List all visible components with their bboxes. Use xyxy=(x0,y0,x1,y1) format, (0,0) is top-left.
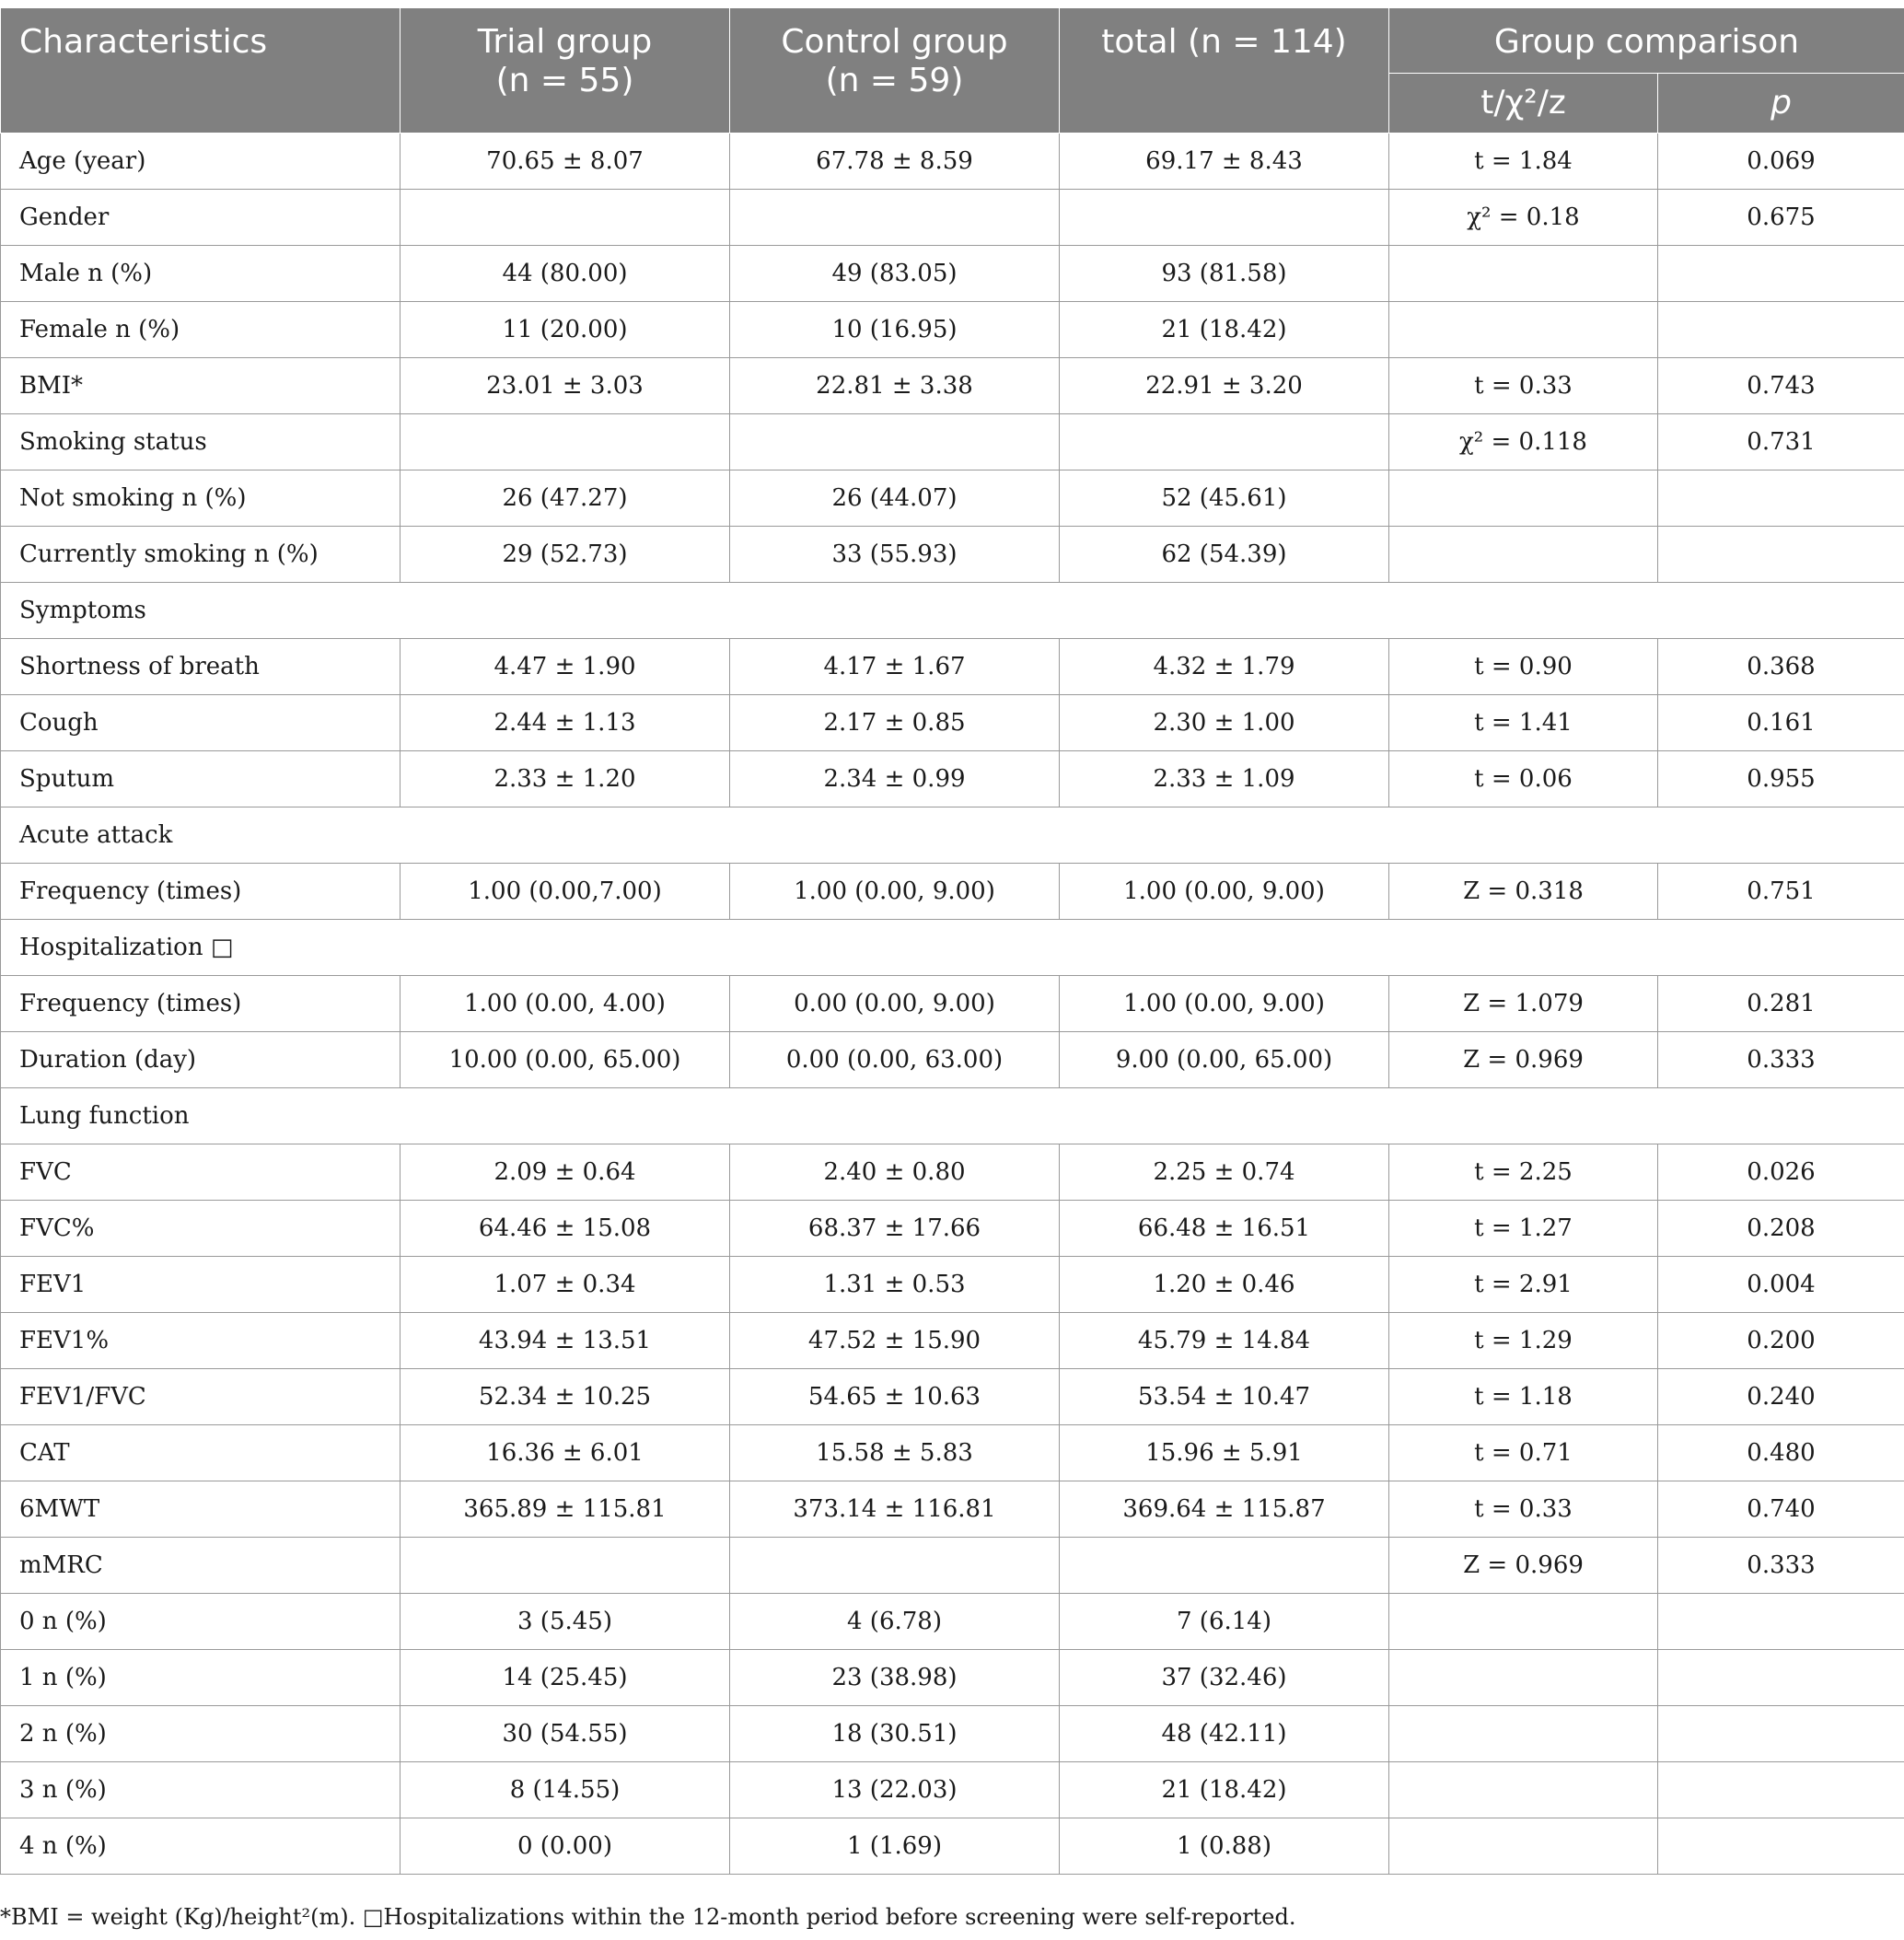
row-label: Male n (%) xyxy=(1,246,401,302)
row-label: Female n (%) xyxy=(1,302,401,358)
total-cell: 1 (0.88) xyxy=(1060,1818,1389,1875)
control-cell xyxy=(730,414,1060,470)
stat-cell: t = 0.71 xyxy=(1389,1425,1658,1481)
trial-cell: 64.46 ± 15.08 xyxy=(401,1201,730,1257)
row-label: FEV1% xyxy=(1,1313,401,1369)
table-row xyxy=(1,695,1904,751)
table-row xyxy=(1,302,1904,358)
trial-cell: 3 (5.45) xyxy=(401,1594,730,1650)
stat-cell xyxy=(1389,527,1658,583)
p-cell: 0.281 xyxy=(1658,976,1904,1032)
stat-cell: t = 0.33 xyxy=(1389,358,1658,414)
total-cell: 52 (45.61) xyxy=(1060,470,1389,527)
header-characteristics: Characteristics xyxy=(1,8,401,134)
row-label: Cough xyxy=(1,695,401,751)
header-trial-group xyxy=(401,8,730,134)
p-cell: 0.368 xyxy=(1658,639,1904,695)
row-label: Frequency (times) xyxy=(1,864,401,920)
total-cell: 9.00 (0.00, 65.00) xyxy=(1060,1032,1389,1088)
table-row xyxy=(1,246,1904,302)
table-row xyxy=(1,639,1904,695)
stat-cell: t = 0.06 xyxy=(1389,751,1658,807)
control-cell: 0.00 (0.00, 9.00) xyxy=(730,976,1060,1032)
trial-cell: 70.65 ± 8.07 xyxy=(401,134,730,190)
control-cell: 33 (55.93) xyxy=(730,527,1060,583)
stat-cell: t = 2.25 xyxy=(1389,1144,1658,1201)
p-cell: 0.200 xyxy=(1658,1313,1904,1369)
table-row xyxy=(1,358,1904,414)
header-control-group xyxy=(730,8,1060,134)
total-cell: 48 (42.11) xyxy=(1060,1706,1389,1762)
p-cell: 0.333 xyxy=(1658,1538,1904,1594)
control-cell: 49 (83.05) xyxy=(730,246,1060,302)
table-row xyxy=(1,1706,1904,1762)
section-label: Acute attack xyxy=(1,807,1904,864)
p-cell xyxy=(1658,1706,1904,1762)
total-cell: 21 (18.42) xyxy=(1060,1762,1389,1818)
table-row xyxy=(1,1650,1904,1706)
trial-cell: 16.36 ± 6.01 xyxy=(401,1425,730,1481)
stat-cell: χ² = 0.18 xyxy=(1389,190,1658,246)
characteristics-table xyxy=(0,7,1904,1875)
p-cell xyxy=(1658,1594,1904,1650)
table-footnote: *BMI = weight (Kg)/height²(m). □Hospitalizations within the 12-month period before screening were self-reported. xyxy=(0,1904,1296,1930)
row-label: FVC xyxy=(1,1144,401,1201)
p-cell: 0.069 xyxy=(1658,134,1904,190)
total-cell: 2.25 ± 0.74 xyxy=(1060,1144,1389,1201)
p-cell: 0.208 xyxy=(1658,1201,1904,1257)
trial-cell: 52.34 ± 10.25 xyxy=(401,1369,730,1425)
control-cell: 18 (30.51) xyxy=(730,1706,1060,1762)
header-p: p xyxy=(1658,74,1904,134)
table-row xyxy=(1,807,1904,864)
table-row xyxy=(1,1144,1904,1201)
row-label: FEV1/FVC xyxy=(1,1369,401,1425)
table-row xyxy=(1,1481,1904,1538)
header-trial-line2: (n = 55) xyxy=(495,62,634,99)
total-cell xyxy=(1060,414,1389,470)
control-cell: 22.81 ± 3.38 xyxy=(730,358,1060,414)
stat-cell: Z = 1.079 xyxy=(1389,976,1658,1032)
control-cell: 2.34 ± 0.99 xyxy=(730,751,1060,807)
total-cell: 1.20 ± 0.46 xyxy=(1060,1257,1389,1313)
row-label: 3 n (%) xyxy=(1,1762,401,1818)
control-cell: 4.17 ± 1.67 xyxy=(730,639,1060,695)
p-cell: 0.743 xyxy=(1658,358,1904,414)
total-cell: 93 (81.58) xyxy=(1060,246,1389,302)
table-row xyxy=(1,1538,1904,1594)
header-control-line1: Control group xyxy=(781,23,1008,61)
row-label: 6MWT xyxy=(1,1481,401,1538)
row-label: 4 n (%) xyxy=(1,1818,401,1875)
row-label: Sputum xyxy=(1,751,401,807)
p-cell: 0.161 xyxy=(1658,695,1904,751)
p-cell xyxy=(1658,302,1904,358)
total-cell: 4.32 ± 1.79 xyxy=(1060,639,1389,695)
total-cell xyxy=(1060,1538,1389,1594)
stat-cell: t = 1.84 xyxy=(1389,134,1658,190)
total-cell: 1.00 (0.00, 9.00) xyxy=(1060,976,1389,1032)
control-cell xyxy=(730,1538,1060,1594)
stat-cell: Z = 0.969 xyxy=(1389,1538,1658,1594)
total-cell: 369.64 ± 115.87 xyxy=(1060,1481,1389,1538)
row-label: Gender xyxy=(1,190,401,246)
total-cell: 62 (54.39) xyxy=(1060,527,1389,583)
table-row xyxy=(1,864,1904,920)
table-row xyxy=(1,1088,1904,1144)
table-row xyxy=(1,527,1904,583)
table-header xyxy=(1,8,1904,134)
p-cell xyxy=(1658,470,1904,527)
trial-cell: 0 (0.00) xyxy=(401,1818,730,1875)
total-cell: 15.96 ± 5.91 xyxy=(1060,1425,1389,1481)
trial-cell: 44 (80.00) xyxy=(401,246,730,302)
table-row xyxy=(1,1369,1904,1425)
control-cell: 26 (44.07) xyxy=(730,470,1060,527)
stat-cell: t = 0.90 xyxy=(1389,639,1658,695)
control-cell: 23 (38.98) xyxy=(730,1650,1060,1706)
row-label: FVC% xyxy=(1,1201,401,1257)
table-body xyxy=(1,134,1904,1875)
stat-cell xyxy=(1389,1594,1658,1650)
trial-cell: 365.89 ± 115.81 xyxy=(401,1481,730,1538)
table-row xyxy=(1,976,1904,1032)
control-cell: 10 (16.95) xyxy=(730,302,1060,358)
row-label: FEV1 xyxy=(1,1257,401,1313)
p-cell: 0.004 xyxy=(1658,1257,1904,1313)
control-cell: 15.58 ± 5.83 xyxy=(730,1425,1060,1481)
p-cell: 0.026 xyxy=(1658,1144,1904,1201)
stat-cell xyxy=(1389,1818,1658,1875)
table-row xyxy=(1,414,1904,470)
row-label: Smoking status xyxy=(1,414,401,470)
control-cell: 67.78 ± 8.59 xyxy=(730,134,1060,190)
trial-cell xyxy=(401,190,730,246)
trial-cell: 10.00 (0.00, 65.00) xyxy=(401,1032,730,1088)
control-cell: 4 (6.78) xyxy=(730,1594,1060,1650)
stat-cell: t = 1.29 xyxy=(1389,1313,1658,1369)
total-cell: 21 (18.42) xyxy=(1060,302,1389,358)
trial-cell: 2.44 ± 1.13 xyxy=(401,695,730,751)
trial-cell: 30 (54.55) xyxy=(401,1706,730,1762)
table-row xyxy=(1,1818,1904,1875)
control-cell: 1.31 ± 0.53 xyxy=(730,1257,1060,1313)
p-cell xyxy=(1658,1762,1904,1818)
trial-cell: 29 (52.73) xyxy=(401,527,730,583)
control-cell: 54.65 ± 10.63 xyxy=(730,1369,1060,1425)
row-label: CAT xyxy=(1,1425,401,1481)
control-cell: 0.00 (0.00, 63.00) xyxy=(730,1032,1060,1088)
control-cell: 2.40 ± 0.80 xyxy=(730,1144,1060,1201)
trial-cell xyxy=(401,1538,730,1594)
trial-cell: 2.09 ± 0.64 xyxy=(401,1144,730,1201)
row-label: Age (year) xyxy=(1,134,401,190)
row-label: mMRC xyxy=(1,1538,401,1594)
section-label: Symptoms xyxy=(1,583,1904,639)
p-cell: 0.740 xyxy=(1658,1481,1904,1538)
row-label: Shortness of breath xyxy=(1,639,401,695)
control-cell: 2.17 ± 0.85 xyxy=(730,695,1060,751)
total-cell: 1.00 (0.00, 9.00) xyxy=(1060,864,1389,920)
table-row xyxy=(1,470,1904,527)
total-cell: 66.48 ± 16.51 xyxy=(1060,1201,1389,1257)
p-cell xyxy=(1658,527,1904,583)
row-label: 0 n (%) xyxy=(1,1594,401,1650)
p-cell: 0.751 xyxy=(1658,864,1904,920)
control-cell xyxy=(730,190,1060,246)
trial-cell: 26 (47.27) xyxy=(401,470,730,527)
total-cell: 7 (6.14) xyxy=(1060,1594,1389,1650)
p-cell: 0.731 xyxy=(1658,414,1904,470)
p-cell xyxy=(1658,1650,1904,1706)
control-cell: 1.00 (0.00, 9.00) xyxy=(730,864,1060,920)
trial-cell: 1.00 (0.00,7.00) xyxy=(401,864,730,920)
trial-cell: 11 (20.00) xyxy=(401,302,730,358)
trial-cell: 2.33 ± 1.20 xyxy=(401,751,730,807)
trial-cell: 1.07 ± 0.34 xyxy=(401,1257,730,1313)
stat-cell: t = 0.33 xyxy=(1389,1481,1658,1538)
stat-cell: t = 2.91 xyxy=(1389,1257,1658,1313)
total-cell: 22.91 ± 3.20 xyxy=(1060,358,1389,414)
total-cell: 37 (32.46) xyxy=(1060,1650,1389,1706)
stat-cell: t = 1.18 xyxy=(1389,1369,1658,1425)
trial-cell: 1.00 (0.00, 4.00) xyxy=(401,976,730,1032)
stat-cell xyxy=(1389,1706,1658,1762)
trial-cell: 43.94 ± 13.51 xyxy=(401,1313,730,1369)
header-group-comparison: Group comparison xyxy=(1389,8,1904,74)
table-row xyxy=(1,583,1904,639)
row-label: 1 n (%) xyxy=(1,1650,401,1706)
stat-cell: χ² = 0.118 xyxy=(1389,414,1658,470)
trial-cell: 23.01 ± 3.03 xyxy=(401,358,730,414)
stat-cell: Z = 0.969 xyxy=(1389,1032,1658,1088)
total-cell: 69.17 ± 8.43 xyxy=(1060,134,1389,190)
section-label: Lung function xyxy=(1,1088,1904,1144)
table-row xyxy=(1,190,1904,246)
header-trial-line1: Trial group xyxy=(477,23,653,61)
trial-cell xyxy=(401,414,730,470)
table-row xyxy=(1,1762,1904,1818)
stat-cell: Z = 0.318 xyxy=(1389,864,1658,920)
characteristics-table-wrapper xyxy=(0,7,1904,1875)
p-cell: 0.333 xyxy=(1658,1032,1904,1088)
table-row xyxy=(1,1313,1904,1369)
row-label: BMI* xyxy=(1,358,401,414)
total-cell: 45.79 ± 14.84 xyxy=(1060,1313,1389,1369)
table-row xyxy=(1,1257,1904,1313)
stat-cell xyxy=(1389,246,1658,302)
control-cell: 1 (1.69) xyxy=(730,1818,1060,1875)
section-label: Hospitalization □ xyxy=(1,920,1904,976)
header-control-line2: (n = 59) xyxy=(825,62,964,99)
table-row xyxy=(1,1032,1904,1088)
control-cell: 47.52 ± 15.90 xyxy=(730,1313,1060,1369)
p-cell: 0.955 xyxy=(1658,751,1904,807)
row-label: Frequency (times) xyxy=(1,976,401,1032)
trial-cell: 4.47 ± 1.90 xyxy=(401,639,730,695)
trial-cell: 14 (25.45) xyxy=(401,1650,730,1706)
p-cell xyxy=(1658,1818,1904,1875)
header-stat: t/χ²/z xyxy=(1389,74,1658,134)
table-row xyxy=(1,1201,1904,1257)
total-cell: 2.30 ± 1.00 xyxy=(1060,695,1389,751)
row-label: Currently smoking n (%) xyxy=(1,527,401,583)
table-row xyxy=(1,1594,1904,1650)
p-cell: 0.675 xyxy=(1658,190,1904,246)
total-cell: 53.54 ± 10.47 xyxy=(1060,1369,1389,1425)
p-cell: 0.480 xyxy=(1658,1425,1904,1481)
stat-cell: t = 1.27 xyxy=(1389,1201,1658,1257)
table-row xyxy=(1,920,1904,976)
control-cell: 68.37 ± 17.66 xyxy=(730,1201,1060,1257)
row-label: 2 n (%) xyxy=(1,1706,401,1762)
p-cell xyxy=(1658,246,1904,302)
row-label: Duration (day) xyxy=(1,1032,401,1088)
control-cell: 373.14 ± 116.81 xyxy=(730,1481,1060,1538)
header-total: total (n = 114) xyxy=(1060,8,1389,134)
table-row xyxy=(1,134,1904,190)
stat-cell xyxy=(1389,1762,1658,1818)
control-cell: 13 (22.03) xyxy=(730,1762,1060,1818)
stat-cell: t = 1.41 xyxy=(1389,695,1658,751)
total-cell xyxy=(1060,190,1389,246)
stat-cell xyxy=(1389,1650,1658,1706)
table-row xyxy=(1,1425,1904,1481)
stat-cell xyxy=(1389,470,1658,527)
p-cell: 0.240 xyxy=(1658,1369,1904,1425)
stat-cell xyxy=(1389,302,1658,358)
row-label: Not smoking n (%) xyxy=(1,470,401,527)
total-cell: 2.33 ± 1.09 xyxy=(1060,751,1389,807)
table-row xyxy=(1,751,1904,807)
trial-cell: 8 (14.55) xyxy=(401,1762,730,1818)
